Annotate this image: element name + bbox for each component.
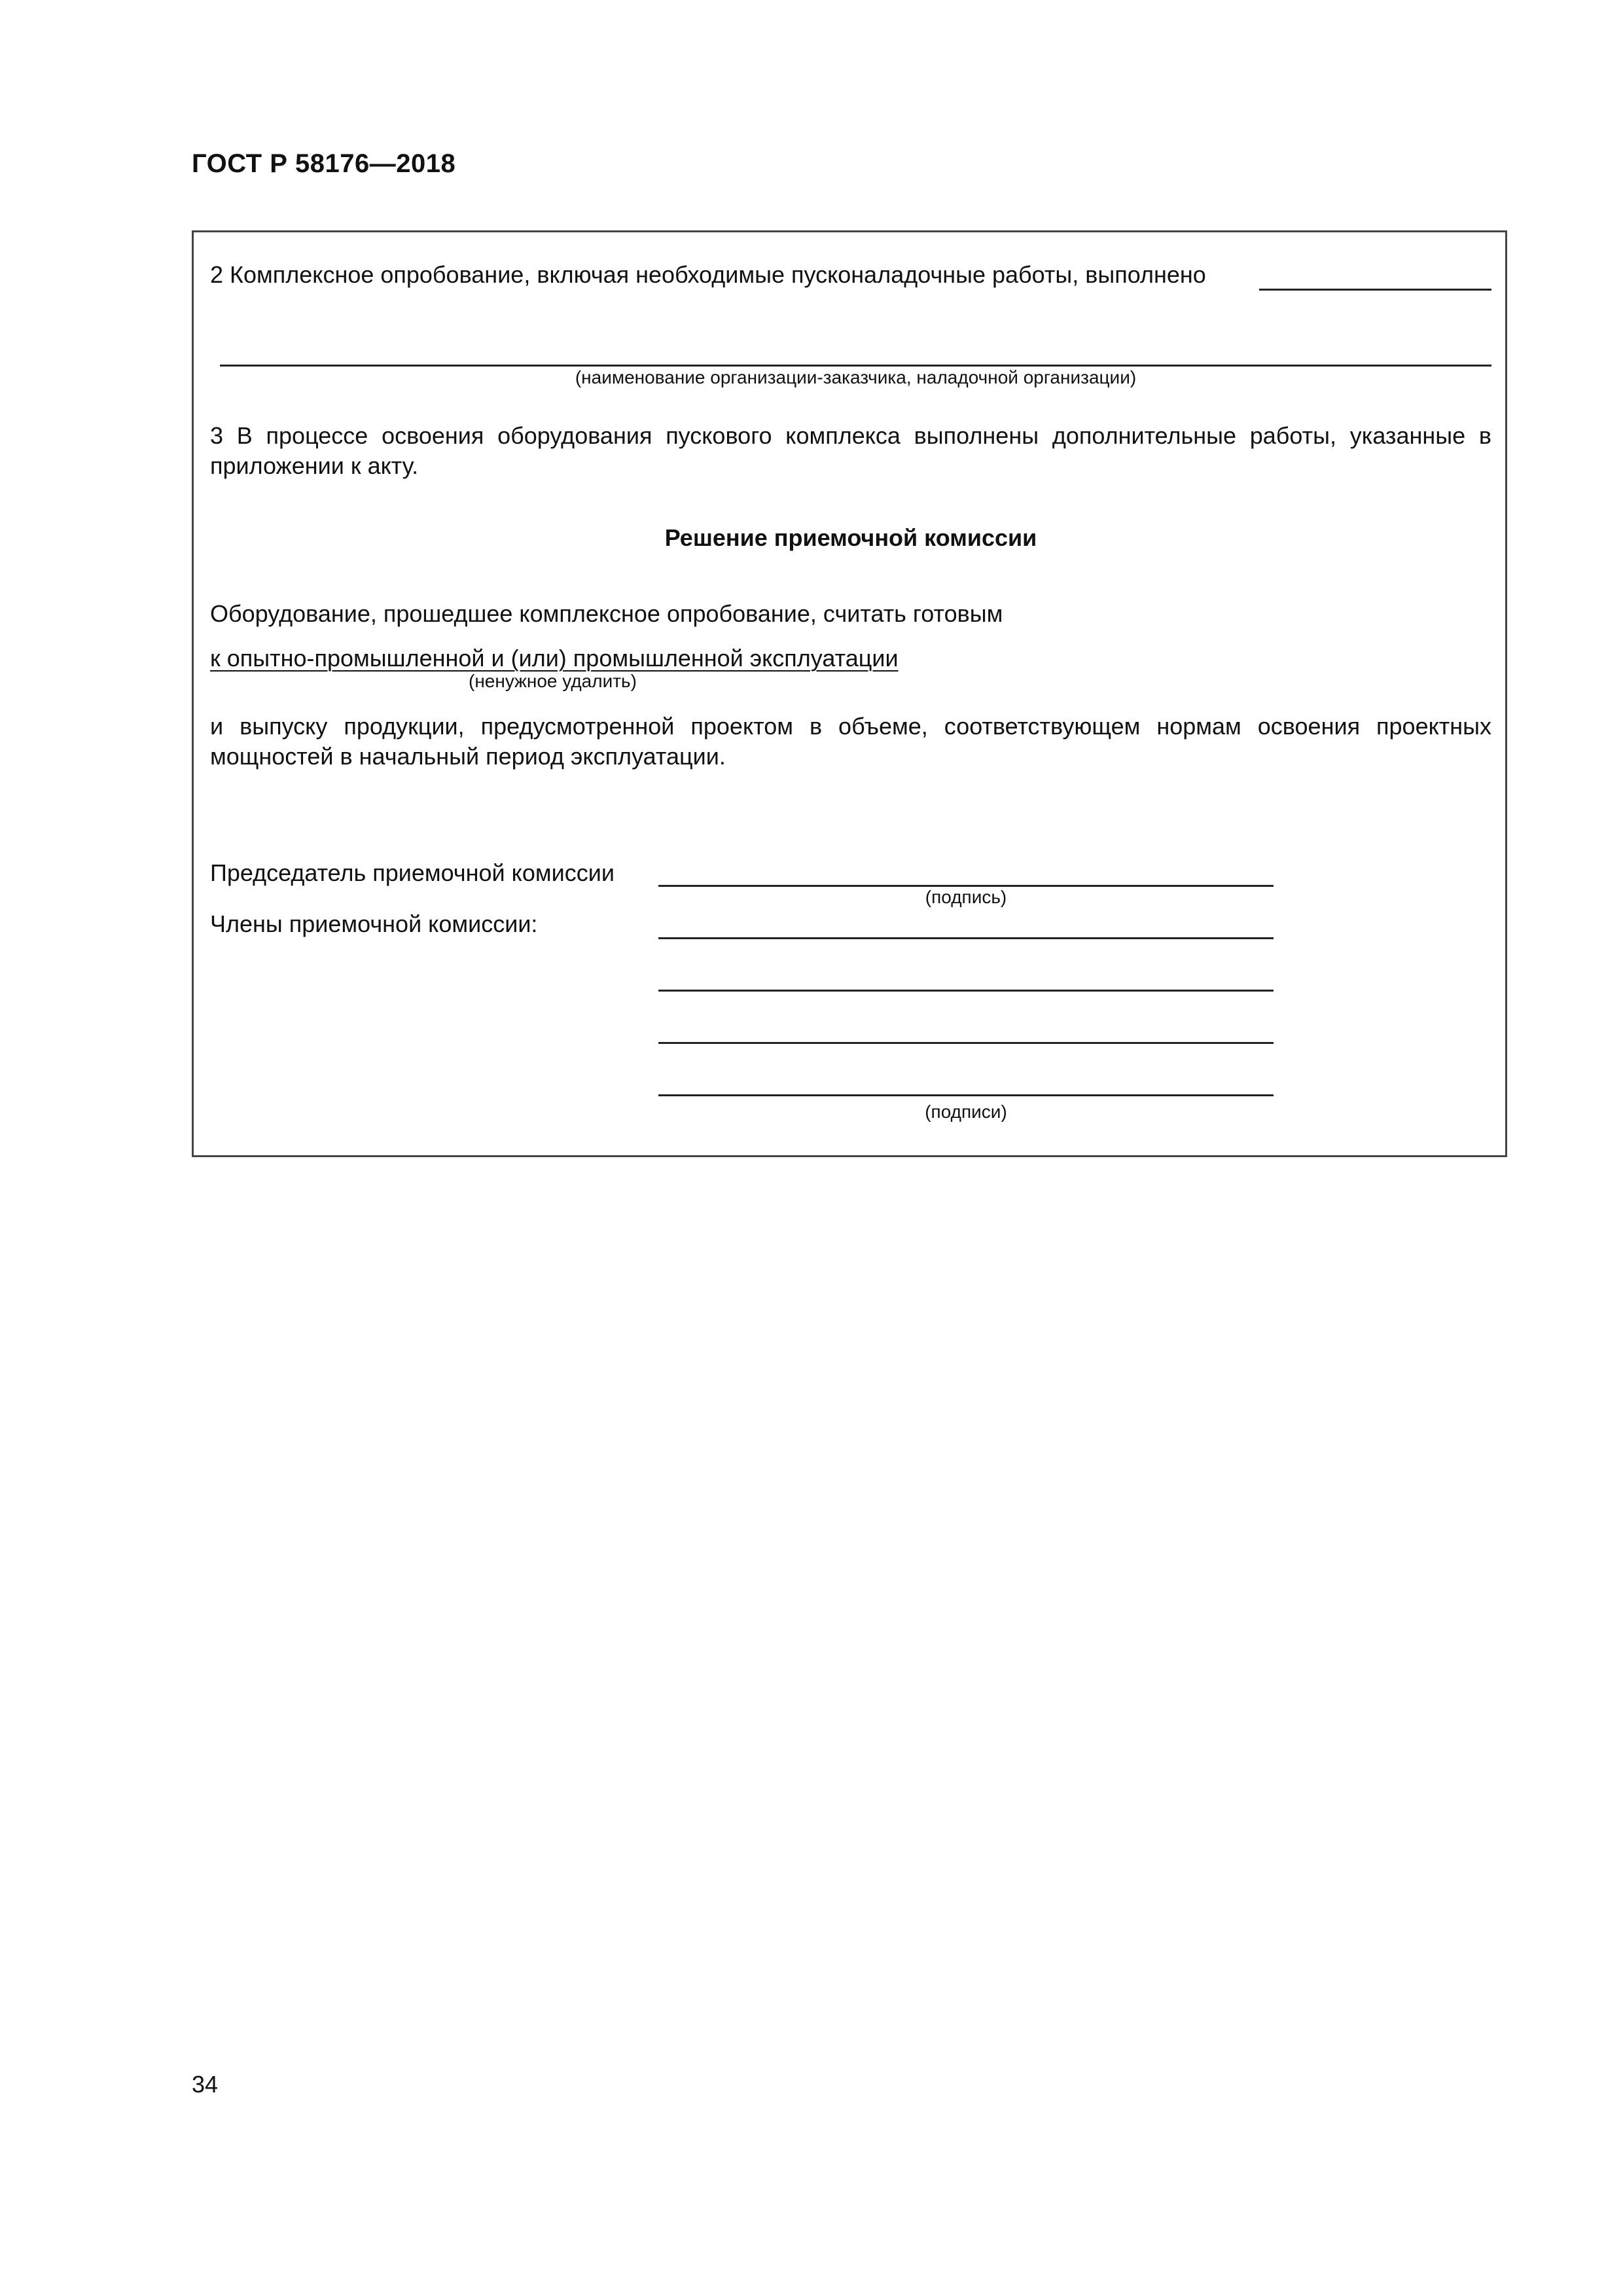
members-caption: (подписи) [925, 1102, 1007, 1122]
decision-underlined-text: к опытно-промышленной и (или) промышленной эксплуатации [210, 645, 899, 672]
chairman-caption: (подпись) [925, 887, 1007, 907]
section-2-text: 2 Комплексное опробование, включая необходимые пусконаладочные работы, выполнено [210, 261, 1206, 288]
decision-title: Решение приемочной комиссии [664, 524, 1037, 551]
act-form-frame [192, 230, 1507, 1157]
member-signature-blank-3 [658, 1042, 1274, 1044]
document-code-header: ГОСТ Р 58176—2018 [192, 149, 456, 178]
section-2-inline-blank [1259, 289, 1491, 291]
chairman-label: Председатель приемочной комиссии [210, 859, 615, 886]
decision-note: (ненужное удалить) [469, 671, 637, 691]
decision-line-1: Оборудование, прошедшее комплексное опробование, считать готовым [210, 600, 1003, 627]
section-2-organization-blank [220, 365, 1491, 367]
section-2-caption: (наименование организации-заказчика, наладочной организации) [575, 367, 1137, 387]
member-signature-blank-2 [658, 990, 1274, 992]
member-signature-blank-1 [658, 937, 1274, 939]
members-label: Члены приемочной комиссии: [210, 910, 538, 937]
page-number: 34 [192, 2071, 219, 2098]
section-3-text: 3 В процессе освоения оборудования пускового комплекса выполнены дополнительные работы, указанные в приложении к акту. [210, 422, 1491, 479]
member-signature-blank-4 [658, 1094, 1274, 1096]
decision-paragraph: и выпуску продукции, предусмотренной проектом в объеме, соответствующем нормам освоения проектных мощностей в начальный период эксплуатации. [210, 713, 1491, 770]
